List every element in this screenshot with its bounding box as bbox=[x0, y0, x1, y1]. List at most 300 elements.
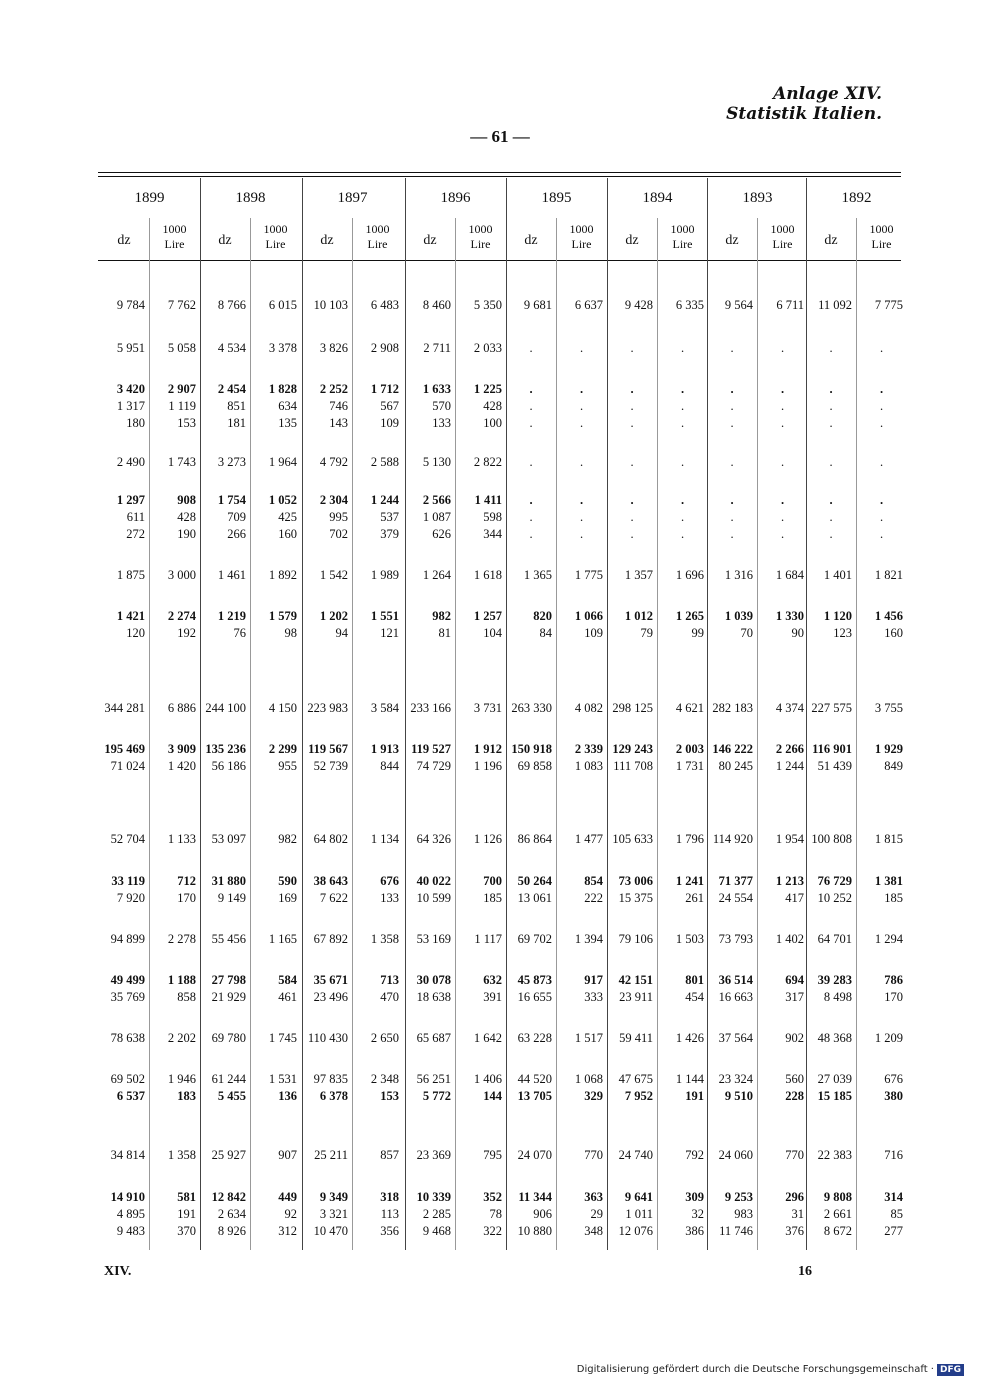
cell-value: 312 bbox=[278, 1224, 297, 1238]
cell-qty: 995 bbox=[329, 510, 348, 524]
cell-qty: . bbox=[829, 493, 833, 507]
cell-value: 1 165 bbox=[268, 932, 297, 946]
cell-value: 1 745 bbox=[268, 1031, 297, 1045]
cell-qty: 48 368 bbox=[817, 1031, 852, 1045]
cell-value: 135 bbox=[278, 416, 297, 430]
cell-qty: . bbox=[829, 399, 833, 413]
cell-value: 121 bbox=[380, 626, 399, 640]
cell-qty: 129 243 bbox=[612, 742, 653, 756]
cell-value: 1 052 bbox=[268, 493, 297, 507]
cell-qty: 1 087 bbox=[422, 510, 451, 524]
unit-value-header: 1000 Lire bbox=[263, 222, 288, 251]
cell-value: 1 618 bbox=[473, 568, 502, 582]
unit-value-header: 1000 Lire bbox=[468, 222, 493, 251]
cell-value: 792 bbox=[685, 1148, 704, 1162]
cell-value: 222 bbox=[584, 891, 603, 905]
cell-value: 907 bbox=[278, 1148, 297, 1162]
unit-value-header: 1000 Lire bbox=[569, 222, 594, 251]
cell-qty: 10 599 bbox=[416, 891, 451, 905]
cell-qty: 1 264 bbox=[422, 568, 451, 582]
cell-value: 2 299 bbox=[268, 742, 297, 756]
cell-value: 7 762 bbox=[167, 298, 196, 312]
cell-qty: 78 638 bbox=[110, 1031, 145, 1045]
cell-qty: 1 754 bbox=[217, 493, 246, 507]
unit-qty-header: dz bbox=[117, 233, 131, 248]
cell-value: 78 bbox=[489, 1207, 502, 1221]
cell-qty: 1 219 bbox=[217, 609, 246, 623]
cell-value: . bbox=[579, 510, 584, 524]
cell-value: . bbox=[879, 527, 884, 541]
cell-qty: 27 039 bbox=[817, 1072, 852, 1086]
cell-qty: 25 211 bbox=[314, 1148, 348, 1162]
cell-qty: 53 097 bbox=[211, 832, 246, 846]
cell-value: . bbox=[780, 510, 785, 524]
cell-qty: 50 264 bbox=[517, 874, 552, 888]
cell-qty: 7 920 bbox=[116, 891, 145, 905]
cell-value: 170 bbox=[884, 990, 903, 1004]
cell-qty: 51 439 bbox=[817, 759, 852, 773]
cell-value: 100 bbox=[483, 416, 502, 430]
cell-qty: 1 633 bbox=[422, 382, 451, 396]
cell-value: . bbox=[680, 416, 685, 430]
cell-qty: 69 502 bbox=[110, 1072, 145, 1086]
cell-value: 1 358 bbox=[167, 1148, 196, 1162]
cell-qty: 23 369 bbox=[416, 1148, 451, 1162]
year-header: 1893 bbox=[742, 190, 773, 206]
cell-value: 716 bbox=[884, 1148, 903, 1162]
cell-qty: 1 461 bbox=[217, 568, 246, 582]
cell-value: 567 bbox=[380, 399, 399, 413]
cell-value: 6 886 bbox=[167, 701, 196, 715]
cell-qty: . bbox=[529, 416, 533, 430]
cell-value: 1 731 bbox=[675, 759, 704, 773]
cell-qty: 10 339 bbox=[416, 1190, 451, 1204]
cell-value: 1 426 bbox=[675, 1031, 704, 1045]
cell-qty: 8 498 bbox=[823, 990, 852, 1004]
cell-qty: 56 186 bbox=[211, 759, 246, 773]
dfg-logo: DFG bbox=[937, 1364, 964, 1376]
cell-qty: 22 383 bbox=[817, 1148, 852, 1162]
cell-qty: 119 527 bbox=[411, 742, 451, 756]
cell-qty: 79 106 bbox=[618, 932, 653, 946]
cell-value: 1 117 bbox=[474, 932, 502, 946]
cell-value: . bbox=[579, 416, 584, 430]
cell-qty: 11 344 bbox=[518, 1190, 552, 1204]
cell-value: 3 584 bbox=[370, 701, 399, 715]
cell-qty: . bbox=[730, 455, 734, 469]
cell-value: . bbox=[579, 527, 584, 541]
cell-value: 1 775 bbox=[574, 568, 603, 582]
cell-value: 228 bbox=[785, 1089, 804, 1103]
cell-qty: 14 910 bbox=[110, 1190, 145, 1204]
cell-value: . bbox=[579, 399, 584, 413]
cell-qty: 37 564 bbox=[718, 1031, 753, 1045]
cell-value: 169 bbox=[278, 891, 297, 905]
cell-qty: 10 252 bbox=[817, 891, 852, 905]
cell-qty: 73 793 bbox=[718, 932, 753, 946]
cell-qty: 181 bbox=[227, 416, 246, 430]
cell-qty: . bbox=[630, 382, 634, 396]
unit-qty-header: dz bbox=[218, 233, 232, 248]
cell-qty: 16 663 bbox=[718, 990, 753, 1004]
cell-value: 333 bbox=[584, 990, 603, 1004]
cell-value: 449 bbox=[278, 1190, 297, 1204]
cell-qty: 820 bbox=[533, 609, 552, 623]
cell-value: 417 bbox=[785, 891, 804, 905]
cell-value: 6 483 bbox=[370, 298, 399, 312]
cell-qty: . bbox=[829, 510, 833, 524]
cell-value: 2 650 bbox=[370, 1031, 399, 1045]
cell-value: 1 954 bbox=[775, 832, 804, 846]
cell-value: 849 bbox=[884, 759, 903, 773]
cell-value: 632 bbox=[483, 973, 502, 987]
cell-value: 348 bbox=[584, 1224, 603, 1238]
year-header: 1894 bbox=[642, 190, 673, 206]
cell-value: 261 bbox=[685, 891, 704, 905]
cell-qty: 67 892 bbox=[313, 932, 348, 946]
cell-qty: 52 739 bbox=[313, 759, 348, 773]
cell-qty: 76 729 bbox=[817, 874, 852, 888]
cell-value: 109 bbox=[380, 416, 399, 430]
cell-value: 908 bbox=[177, 493, 196, 507]
cell-qty: 38 643 bbox=[313, 874, 348, 888]
cell-qty: . bbox=[730, 341, 734, 355]
cell-qty: . bbox=[529, 455, 533, 469]
cell-value: 92 bbox=[284, 1207, 297, 1221]
cell-qty: 263 330 bbox=[511, 701, 552, 715]
cell-value: 85 bbox=[890, 1207, 903, 1221]
cell-value: . bbox=[780, 493, 785, 507]
cell-value: 3 378 bbox=[268, 341, 297, 355]
cell-value: 352 bbox=[483, 1190, 502, 1204]
cell-value: 5 058 bbox=[167, 341, 196, 355]
cell-value: 3 755 bbox=[874, 701, 903, 715]
cell-qty: 24 060 bbox=[718, 1148, 753, 1162]
cell-value: . bbox=[780, 341, 785, 355]
cell-value: 6 015 bbox=[268, 298, 297, 312]
cell-qty: 8 460 bbox=[422, 298, 451, 312]
cell-value: 1 420 bbox=[167, 759, 196, 773]
cell-value: 2 339 bbox=[574, 742, 603, 756]
unit-qty-header: dz bbox=[423, 233, 437, 248]
year-header: 1896 bbox=[440, 190, 471, 206]
cell-qty: 114 920 bbox=[712, 832, 753, 846]
cell-qty: 30 078 bbox=[416, 973, 451, 987]
cell-qty: 86 864 bbox=[517, 832, 552, 846]
cell-qty: 1 357 bbox=[624, 568, 653, 582]
cell-qty: 23 911 bbox=[619, 990, 653, 1004]
cell-value: 1 929 bbox=[874, 742, 903, 756]
cell-qty: 33 119 bbox=[111, 874, 145, 888]
cell-qty: 282 183 bbox=[712, 701, 753, 715]
unit-value-header: 1000 Lire bbox=[869, 222, 894, 251]
cell-qty: 244 100 bbox=[205, 701, 246, 715]
cell-qty: 36 514 bbox=[718, 973, 753, 987]
cell-value: 712 bbox=[177, 874, 196, 888]
cell-qty: 61 244 bbox=[211, 1072, 246, 1086]
cell-qty: . bbox=[630, 341, 634, 355]
cell-qty: 9 784 bbox=[116, 298, 145, 312]
cell-qty: 1 875 bbox=[116, 568, 145, 582]
cell-value: 1 394 bbox=[574, 932, 603, 946]
cell-value: 191 bbox=[685, 1089, 704, 1103]
cell-value: 370 bbox=[177, 1224, 196, 1238]
cell-qty: . bbox=[730, 527, 734, 541]
cell-qty: 4 792 bbox=[319, 455, 348, 469]
cell-value: 309 bbox=[685, 1190, 704, 1204]
cell-value: 982 bbox=[278, 832, 297, 846]
cell-qty: . bbox=[529, 493, 533, 507]
cell-qty: . bbox=[529, 341, 533, 355]
cell-value: 191 bbox=[177, 1207, 196, 1221]
cell-value: 1 196 bbox=[473, 759, 502, 773]
cell-value: 160 bbox=[278, 527, 297, 541]
cell-value: 1 066 bbox=[574, 609, 603, 623]
cell-qty: 64 802 bbox=[313, 832, 348, 846]
cell-qty: 64 701 bbox=[817, 932, 852, 946]
unit-qty-header: dz bbox=[320, 233, 334, 248]
cell-qty: . bbox=[730, 382, 734, 396]
cell-qty: . bbox=[730, 493, 734, 507]
cell-value: 104 bbox=[483, 626, 502, 640]
cell-value: 1 579 bbox=[268, 609, 297, 623]
cell-value: 29 bbox=[590, 1207, 603, 1221]
cell-value: 3 909 bbox=[167, 742, 196, 756]
annex-heading bbox=[726, 84, 882, 124]
cell-qty: 25 927 bbox=[211, 1148, 246, 1162]
cell-qty: 851 bbox=[227, 399, 246, 413]
cell-qty: 143 bbox=[329, 416, 348, 430]
cell-value: 1 964 bbox=[268, 455, 297, 469]
cell-qty: 906 bbox=[533, 1207, 552, 1221]
cell-value: 1 188 bbox=[167, 973, 196, 987]
cell-value: 770 bbox=[785, 1148, 804, 1162]
cell-value: 795 bbox=[483, 1148, 502, 1162]
cell-value: . bbox=[879, 399, 884, 413]
cell-qty: . bbox=[730, 510, 734, 524]
cell-value: 1 209 bbox=[874, 1031, 903, 1045]
cell-qty: 195 469 bbox=[104, 742, 145, 756]
cell-value: . bbox=[680, 382, 685, 396]
cell-qty: 94 899 bbox=[110, 932, 145, 946]
cell-qty: 5 130 bbox=[422, 455, 451, 469]
cell-value: 1 330 bbox=[775, 609, 804, 623]
cell-value: 2 003 bbox=[675, 742, 704, 756]
cell-value: 322 bbox=[483, 1224, 502, 1238]
cell-qty: 10 880 bbox=[517, 1224, 552, 1238]
cell-qty: . bbox=[630, 493, 634, 507]
cell-value: 6 335 bbox=[675, 298, 704, 312]
cell-value: . bbox=[680, 455, 685, 469]
footer-right: 16 bbox=[798, 1264, 812, 1279]
cell-qty: 272 bbox=[126, 527, 145, 541]
top-rule-2 bbox=[98, 176, 901, 177]
cell-value: . bbox=[680, 527, 685, 541]
cell-qty: 9 349 bbox=[319, 1190, 348, 1204]
cell-qty: . bbox=[829, 416, 833, 430]
cell-qty: 35 769 bbox=[110, 990, 145, 1004]
cell-value: 1 144 bbox=[675, 1072, 704, 1086]
cell-value: 113 bbox=[380, 1207, 399, 1221]
top-rule bbox=[98, 172, 901, 173]
cell-value: . bbox=[780, 455, 785, 469]
cell-qty: . bbox=[630, 399, 634, 413]
cell-qty: 1 202 bbox=[319, 609, 348, 623]
cell-value: 1 828 bbox=[268, 382, 297, 396]
cell-value: . bbox=[879, 382, 884, 396]
cell-qty: 135 236 bbox=[205, 742, 246, 756]
footer-left: XIV. bbox=[104, 1264, 132, 1279]
cell-qty: . bbox=[630, 527, 634, 541]
cell-qty: 15 375 bbox=[618, 891, 653, 905]
cell-qty: 44 520 bbox=[517, 1072, 552, 1086]
cell-value: 2 822 bbox=[473, 455, 502, 469]
cell-value: 1 244 bbox=[775, 759, 804, 773]
cell-qty: 1 120 bbox=[823, 609, 852, 623]
cell-qty: 80 245 bbox=[718, 759, 753, 773]
cell-value: . bbox=[579, 341, 584, 355]
cell-value: 386 bbox=[685, 1224, 704, 1238]
cell-value: 1 913 bbox=[370, 742, 399, 756]
cell-value: 1 946 bbox=[167, 1072, 196, 1086]
cell-value: 6 637 bbox=[574, 298, 603, 312]
cell-qty: 227 575 bbox=[811, 701, 852, 715]
cell-value: 1 402 bbox=[775, 932, 804, 946]
cell-value: 4 150 bbox=[268, 701, 297, 715]
cell-qty: 97 835 bbox=[313, 1072, 348, 1086]
cell-qty: 55 456 bbox=[211, 932, 246, 946]
cell-value: 461 bbox=[278, 990, 297, 1004]
cell-value: 801 bbox=[685, 973, 704, 987]
cell-value: 1 912 bbox=[473, 742, 502, 756]
cell-qty: 5 455 bbox=[217, 1089, 246, 1103]
cell-value: . bbox=[579, 455, 584, 469]
cell-value: 99 bbox=[691, 626, 704, 640]
cell-qty: 16 655 bbox=[517, 990, 552, 1004]
cell-value: 3 731 bbox=[473, 701, 502, 715]
cell-qty: 23 496 bbox=[313, 990, 348, 1004]
cell-value: 98 bbox=[284, 626, 297, 640]
cell-value: . bbox=[680, 510, 685, 524]
cell-qty: 53 169 bbox=[416, 932, 451, 946]
cell-qty: . bbox=[730, 416, 734, 430]
cell-value: 1 126 bbox=[473, 832, 502, 846]
cell-qty: 233 166 bbox=[410, 701, 451, 715]
cell-value: 1 815 bbox=[874, 832, 903, 846]
cell-qty: 73 006 bbox=[618, 874, 653, 888]
cell-qty: . bbox=[829, 341, 833, 355]
cell-value: 380 bbox=[884, 1089, 903, 1103]
cell-qty: 9 483 bbox=[116, 1224, 145, 1238]
cell-qty: 298 125 bbox=[612, 701, 653, 715]
cell-qty: 626 bbox=[432, 527, 451, 541]
cell-value: 109 bbox=[584, 626, 603, 640]
cell-value: 2 908 bbox=[370, 341, 399, 355]
cell-qty: 3 826 bbox=[319, 341, 348, 355]
cell-value: 376 bbox=[785, 1224, 804, 1238]
cell-value: 584 bbox=[278, 973, 297, 987]
cell-qty: 709 bbox=[227, 510, 246, 524]
annex-label: Anlage XIV. bbox=[773, 84, 882, 104]
cell-qty: 12 076 bbox=[618, 1224, 653, 1238]
cell-qty: 1 542 bbox=[319, 568, 348, 582]
year-header: 1898 bbox=[235, 190, 266, 206]
cell-qty: 344 281 bbox=[104, 701, 145, 715]
year-header: 1897 bbox=[337, 190, 368, 206]
cell-qty: 1 039 bbox=[724, 609, 753, 623]
cell-value: 192 bbox=[177, 626, 196, 640]
unit-qty-header: dz bbox=[524, 233, 538, 248]
cell-qty: 24 740 bbox=[618, 1148, 653, 1162]
cell-qty: 123 bbox=[833, 626, 852, 640]
cell-qty: 12 842 bbox=[211, 1190, 246, 1204]
cell-qty: 13 061 bbox=[517, 891, 552, 905]
cell-value: 786 bbox=[884, 973, 903, 987]
cell-qty: 110 430 bbox=[307, 1031, 348, 1045]
cell-value: . bbox=[879, 341, 884, 355]
cell-qty: 9 428 bbox=[624, 298, 653, 312]
unit-qty-header: dz bbox=[625, 233, 639, 248]
cell-value: 1 477 bbox=[574, 832, 603, 846]
cell-value: . bbox=[780, 416, 785, 430]
cell-qty: 1 317 bbox=[116, 399, 145, 413]
cell-value: 153 bbox=[380, 1089, 399, 1103]
cell-value: 857 bbox=[380, 1148, 399, 1162]
cell-value: 1 503 bbox=[675, 932, 704, 946]
cell-value: 160 bbox=[884, 626, 903, 640]
cell-qty: 84 bbox=[539, 626, 552, 640]
credit-text: Digitalisierung gefördert durch die Deutsche Forschungsgemeinschaft · bbox=[576, 1364, 934, 1375]
cell-qty: 70 bbox=[740, 626, 753, 640]
cell-qty: 1 011 bbox=[625, 1207, 653, 1221]
cell-value: 31 bbox=[791, 1207, 804, 1221]
cell-value: 1 406 bbox=[473, 1072, 502, 1086]
cell-qty: 1 297 bbox=[116, 493, 145, 507]
cell-value: 2 033 bbox=[473, 341, 502, 355]
cell-value: 1 989 bbox=[370, 568, 399, 582]
cell-qty: 49 499 bbox=[110, 973, 145, 987]
cell-qty: 15 185 bbox=[817, 1089, 852, 1103]
cell-value: 634 bbox=[278, 399, 297, 413]
cell-value: 6 711 bbox=[776, 298, 804, 312]
cell-qty: 9 468 bbox=[422, 1224, 451, 1238]
cell-qty: 3 273 bbox=[217, 455, 246, 469]
cell-value: 560 bbox=[785, 1072, 804, 1086]
cell-value: 183 bbox=[177, 1089, 196, 1103]
cell-qty: 180 bbox=[126, 416, 145, 430]
cell-value: 700 bbox=[483, 874, 502, 888]
cell-qty: 100 808 bbox=[811, 832, 852, 846]
year-header: 1895 bbox=[541, 190, 572, 206]
cell-value: . bbox=[680, 341, 685, 355]
unit-value-header: 1000 Lire bbox=[162, 222, 187, 251]
cell-qty: 27 798 bbox=[211, 973, 246, 987]
unit-value-header: 1000 Lire bbox=[770, 222, 795, 251]
cell-qty: 35 671 bbox=[313, 973, 348, 987]
cell-qty: 119 567 bbox=[308, 742, 348, 756]
cell-qty: 13 705 bbox=[517, 1089, 552, 1103]
unit-qty-header: dz bbox=[824, 233, 838, 248]
cell-value: 902 bbox=[785, 1031, 804, 1045]
cell-value: . bbox=[680, 493, 685, 507]
cell-qty: 21 929 bbox=[211, 990, 246, 1004]
cell-qty: 76 bbox=[233, 626, 246, 640]
cell-qty: 34 814 bbox=[110, 1148, 145, 1162]
cell-value: 581 bbox=[177, 1190, 196, 1204]
cell-value: 1 119 bbox=[168, 399, 196, 413]
cell-qty: 146 222 bbox=[712, 742, 753, 756]
cell-value: 955 bbox=[278, 759, 297, 773]
